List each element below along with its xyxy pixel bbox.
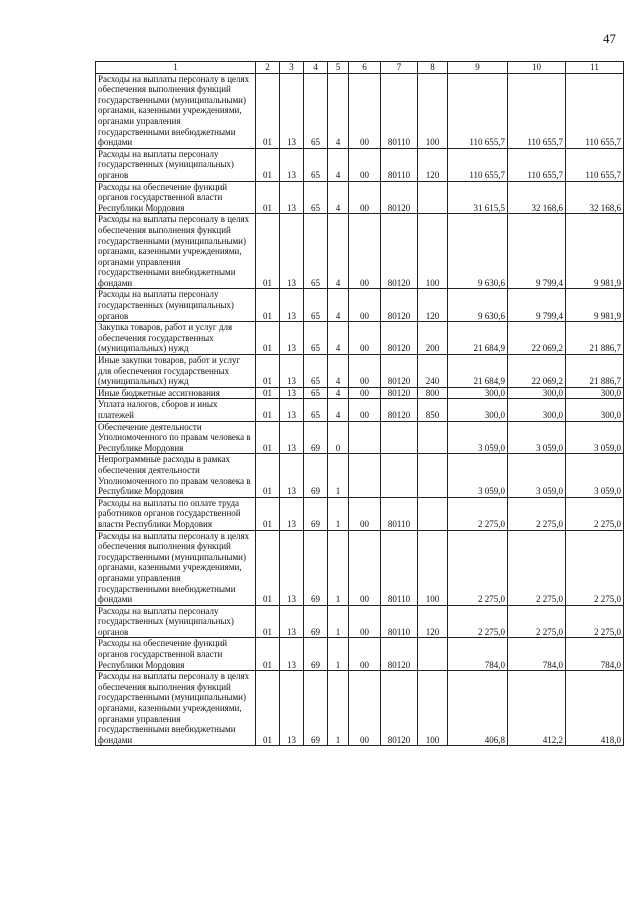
code-cell: 120 — [418, 148, 448, 181]
code-cell: 13 — [280, 355, 304, 388]
code-cell: 100 — [418, 671, 448, 746]
column-header-6: 6 — [349, 62, 381, 74]
code-cell: 65 — [304, 181, 328, 214]
code-cell: 00 — [349, 214, 381, 289]
budget-table — [95, 61, 624, 746]
code-cell: 69 — [304, 421, 328, 454]
amount-cell: 9 799,4 — [508, 214, 566, 289]
code-cell: 69 — [304, 454, 328, 497]
code-cell: 01 — [256, 181, 280, 214]
code-cell: 240 — [418, 355, 448, 388]
code-cell: 13 — [280, 638, 304, 671]
row-name-cell: Расходы на выплаты персоналу в целях обеспечения выполнения функций государственными (муниципальными) органами, казенными учреждениями, органами управления государственными внебюджетными фондами — [96, 530, 256, 605]
code-cell: 13 — [280, 530, 304, 605]
table-row — [96, 530, 624, 605]
code-cell: 0 — [328, 421, 349, 454]
code-cell: 120 — [418, 605, 448, 638]
table-row — [96, 181, 624, 214]
code-cell — [418, 421, 448, 454]
amount-cell: 21 886,7 — [566, 355, 624, 388]
row-name-cell: Непрограммные расходы в рамках обеспечения деятельности Уполномоченного по правам человека в Республике Мордовия — [96, 454, 256, 497]
table-row — [96, 421, 624, 454]
code-cell: 01 — [256, 289, 280, 322]
amount-cell: 110 655,7 — [508, 148, 566, 181]
code-cell: 65 — [304, 289, 328, 322]
row-name-cell: Иные закупки товаров, работ и услуг для обеспечения государственных (муниципальных) нужд — [96, 355, 256, 388]
amount-cell: 784,0 — [566, 638, 624, 671]
code-cell: 00 — [349, 671, 381, 746]
amount-cell: 2 275,0 — [508, 530, 566, 605]
code-cell: 01 — [256, 387, 280, 399]
code-cell: 1 — [328, 671, 349, 746]
amount-cell: 784,0 — [448, 638, 508, 671]
amount-cell: 3 059,0 — [508, 454, 566, 497]
column-header-3: 3 — [280, 62, 304, 74]
table-header-row — [96, 62, 624, 74]
code-cell: 80120 — [381, 214, 418, 289]
amount-cell: 406,8 — [448, 671, 508, 746]
code-cell: 1 — [328, 530, 349, 605]
amount-cell: 9 799,4 — [508, 289, 566, 322]
code-cell: 01 — [256, 638, 280, 671]
code-cell: 01 — [256, 214, 280, 289]
column-header-1: 1 — [96, 62, 256, 74]
code-cell: 100 — [418, 73, 448, 148]
code-cell — [418, 638, 448, 671]
code-cell: 00 — [349, 399, 381, 421]
code-cell: 13 — [280, 497, 304, 530]
code-cell — [349, 454, 381, 497]
row-name-cell: Расходы на выплаты персоналу государственных (муниципальных) органов — [96, 605, 256, 638]
table-row — [96, 73, 624, 148]
row-name-cell: Уплата налогов, сборов и иных платежей — [96, 399, 256, 421]
row-name-cell: Расходы на обеспечение функций органов государственной власти Республики Мордовия — [96, 638, 256, 671]
code-cell: 80110 — [381, 148, 418, 181]
amount-cell: 3 059,0 — [566, 454, 624, 497]
amount-cell: 110 655,7 — [448, 73, 508, 148]
code-cell — [418, 181, 448, 214]
code-cell: 00 — [349, 387, 381, 399]
column-header-8: 8 — [418, 62, 448, 74]
code-cell: 01 — [256, 148, 280, 181]
amount-cell: 784,0 — [508, 638, 566, 671]
amount-cell: 300,0 — [508, 399, 566, 421]
column-header-10: 10 — [508, 62, 566, 74]
amount-cell: 22 069,2 — [508, 322, 566, 355]
table-row — [96, 454, 624, 497]
code-cell: 80110 — [381, 497, 418, 530]
column-header-4: 4 — [304, 62, 328, 74]
code-cell: 01 — [256, 497, 280, 530]
code-cell: 4 — [328, 289, 349, 322]
code-cell — [418, 454, 448, 497]
code-cell: 80110 — [381, 73, 418, 148]
amount-cell: 31 615,5 — [448, 181, 508, 214]
amount-cell: 110 655,7 — [566, 148, 624, 181]
code-cell — [381, 454, 418, 497]
amount-cell: 110 655,7 — [566, 73, 624, 148]
amount-cell: 32 168,6 — [508, 181, 566, 214]
amount-cell: 3 059,0 — [508, 421, 566, 454]
code-cell: 00 — [349, 322, 381, 355]
code-cell — [349, 421, 381, 454]
code-cell: 00 — [349, 73, 381, 148]
row-name-cell: Иные бюджетные ассигнования — [96, 387, 256, 399]
table-row — [96, 148, 624, 181]
code-cell: 13 — [280, 214, 304, 289]
code-cell: 00 — [349, 530, 381, 605]
code-cell: 4 — [328, 214, 349, 289]
row-name-cell: Расходы на обеспечение функций органов государственной власти Республики Мордовия — [96, 181, 256, 214]
row-name-cell: Расходы на выплаты персоналу в целях обеспечения выполнения функций государственными (муниципальными) органами, казенными учреждениями, органами управления государственными внебюджетными фондами — [96, 671, 256, 746]
code-cell: 1 — [328, 497, 349, 530]
code-cell: 01 — [256, 454, 280, 497]
code-cell: 800 — [418, 387, 448, 399]
code-cell: 80120 — [381, 322, 418, 355]
amount-cell: 2 275,0 — [508, 605, 566, 638]
code-cell: 00 — [349, 605, 381, 638]
amount-cell: 2 275,0 — [508, 497, 566, 530]
amount-cell: 9 981,9 — [566, 214, 624, 289]
code-cell: 13 — [280, 387, 304, 399]
code-cell: 1 — [328, 605, 349, 638]
code-cell: 65 — [304, 148, 328, 181]
table-row — [96, 671, 624, 746]
code-cell: 80120 — [381, 355, 418, 388]
row-name-cell: Расходы на выплаты персоналу государственных (муниципальных) органов — [96, 289, 256, 322]
amount-cell: 21 886,7 — [566, 322, 624, 355]
row-name-cell: Закупка товаров, работ и услуг для обеспечения государственных (муниципальных) нужд — [96, 322, 256, 355]
code-cell: 01 — [256, 399, 280, 421]
amount-cell: 22 069,2 — [508, 355, 566, 388]
table-row — [96, 289, 624, 322]
amount-cell: 2 275,0 — [448, 530, 508, 605]
code-cell: 4 — [328, 355, 349, 388]
code-cell: 1 — [328, 454, 349, 497]
code-cell: 01 — [256, 355, 280, 388]
code-cell: 65 — [304, 322, 328, 355]
amount-cell: 300,0 — [448, 399, 508, 421]
code-cell: 65 — [304, 355, 328, 388]
code-cell: 69 — [304, 605, 328, 638]
code-cell: 80120 — [381, 399, 418, 421]
row-name-cell: Расходы на выплаты персоналу в целях обеспечения выполнения функций государственными (муниципальными) органами, казенными учреждениями, органами управления государственными внебюджетными фондами — [96, 73, 256, 148]
code-cell: 200 — [418, 322, 448, 355]
amount-cell: 110 655,7 — [448, 148, 508, 181]
amount-cell: 3 059,0 — [448, 421, 508, 454]
code-cell: 80120 — [381, 671, 418, 746]
code-cell: 13 — [280, 148, 304, 181]
row-name-cell: Расходы на выплаты по оплате труда работников органов государственной власти Республики Мордовия — [96, 497, 256, 530]
code-cell: 80120 — [381, 387, 418, 399]
code-cell: 69 — [304, 497, 328, 530]
code-cell: 4 — [328, 148, 349, 181]
code-cell: 13 — [280, 73, 304, 148]
code-cell: 4 — [328, 387, 349, 399]
code-cell: 4 — [328, 181, 349, 214]
code-cell: 13 — [280, 181, 304, 214]
code-cell — [418, 497, 448, 530]
code-cell: 00 — [349, 638, 381, 671]
code-cell: 80120 — [381, 181, 418, 214]
code-cell: 1 — [328, 638, 349, 671]
column-header-9: 9 — [448, 62, 508, 74]
code-cell: 01 — [256, 322, 280, 355]
code-cell: 4 — [328, 73, 349, 148]
code-cell: 13 — [280, 399, 304, 421]
amount-cell: 110 655,7 — [508, 73, 566, 148]
column-header-5: 5 — [328, 62, 349, 74]
row-name-cell: Расходы на выплаты персоналу в целях обеспечения выполнения функций государственными (муниципальными) органами, казенными учреждениями, органами управления государственными внебюджетными фондами — [96, 214, 256, 289]
code-cell: 69 — [304, 530, 328, 605]
amount-cell: 9 630,6 — [448, 214, 508, 289]
code-cell: 01 — [256, 605, 280, 638]
amount-cell: 3 059,0 — [566, 421, 624, 454]
amount-cell: 418,0 — [566, 671, 624, 746]
amount-cell: 300,0 — [448, 387, 508, 399]
code-cell: 01 — [256, 671, 280, 746]
table-row — [96, 497, 624, 530]
amount-cell: 21 684,9 — [448, 322, 508, 355]
code-cell: 00 — [349, 148, 381, 181]
column-header-7: 7 — [381, 62, 418, 74]
code-cell: 13 — [280, 421, 304, 454]
code-cell: 80110 — [381, 530, 418, 605]
code-cell: 80120 — [381, 289, 418, 322]
code-cell: 01 — [256, 530, 280, 605]
amount-cell: 2 275,0 — [566, 605, 624, 638]
code-cell: 00 — [349, 289, 381, 322]
amount-cell: 2 275,0 — [448, 605, 508, 638]
code-cell: 13 — [280, 454, 304, 497]
amount-cell: 300,0 — [566, 399, 624, 421]
table-row — [96, 322, 624, 355]
amount-cell: 32 168,6 — [566, 181, 624, 214]
code-cell: 65 — [304, 214, 328, 289]
code-cell: 65 — [304, 73, 328, 148]
code-cell: 00 — [349, 355, 381, 388]
amount-cell: 300,0 — [508, 387, 566, 399]
code-cell: 80120 — [381, 638, 418, 671]
code-cell: 13 — [280, 605, 304, 638]
code-cell: 100 — [418, 530, 448, 605]
code-cell: 65 — [304, 387, 328, 399]
table-row — [96, 399, 624, 421]
code-cell: 13 — [280, 671, 304, 746]
code-cell: 4 — [328, 322, 349, 355]
code-cell: 13 — [280, 322, 304, 355]
amount-cell: 300,0 — [566, 387, 624, 399]
row-name-cell: Обеспечение деятельности Уполномоченного по правам человека в Республике Мордовия — [96, 421, 256, 454]
code-cell: 01 — [256, 421, 280, 454]
code-cell — [381, 421, 418, 454]
page-number: 47 — [603, 31, 616, 46]
row-name-cell: Расходы на выплаты персоналу государственных (муниципальных) органов — [96, 148, 256, 181]
code-cell: 100 — [418, 214, 448, 289]
code-cell: 65 — [304, 399, 328, 421]
code-cell: 01 — [256, 73, 280, 148]
amount-cell: 9 981,9 — [566, 289, 624, 322]
code-cell: 850 — [418, 399, 448, 421]
table-row — [96, 214, 624, 289]
amount-cell: 2 275,0 — [566, 497, 624, 530]
code-cell: 00 — [349, 497, 381, 530]
amount-cell: 3 059,0 — [448, 454, 508, 497]
table-row — [96, 387, 624, 399]
amount-cell: 9 630,6 — [448, 289, 508, 322]
column-header-2: 2 — [256, 62, 280, 74]
code-cell: 4 — [328, 399, 349, 421]
amount-cell: 2 275,0 — [448, 497, 508, 530]
code-cell: 69 — [304, 671, 328, 746]
amount-cell: 412,2 — [508, 671, 566, 746]
code-cell: 80110 — [381, 605, 418, 638]
code-cell: 00 — [349, 181, 381, 214]
amount-cell: 2 275,0 — [566, 530, 624, 605]
column-header-11: 11 — [566, 62, 624, 74]
table-row — [96, 605, 624, 638]
code-cell: 120 — [418, 289, 448, 322]
code-cell: 13 — [280, 289, 304, 322]
table-row — [96, 638, 624, 671]
table-row — [96, 355, 624, 388]
amount-cell: 21 684,9 — [448, 355, 508, 388]
code-cell: 69 — [304, 638, 328, 671]
